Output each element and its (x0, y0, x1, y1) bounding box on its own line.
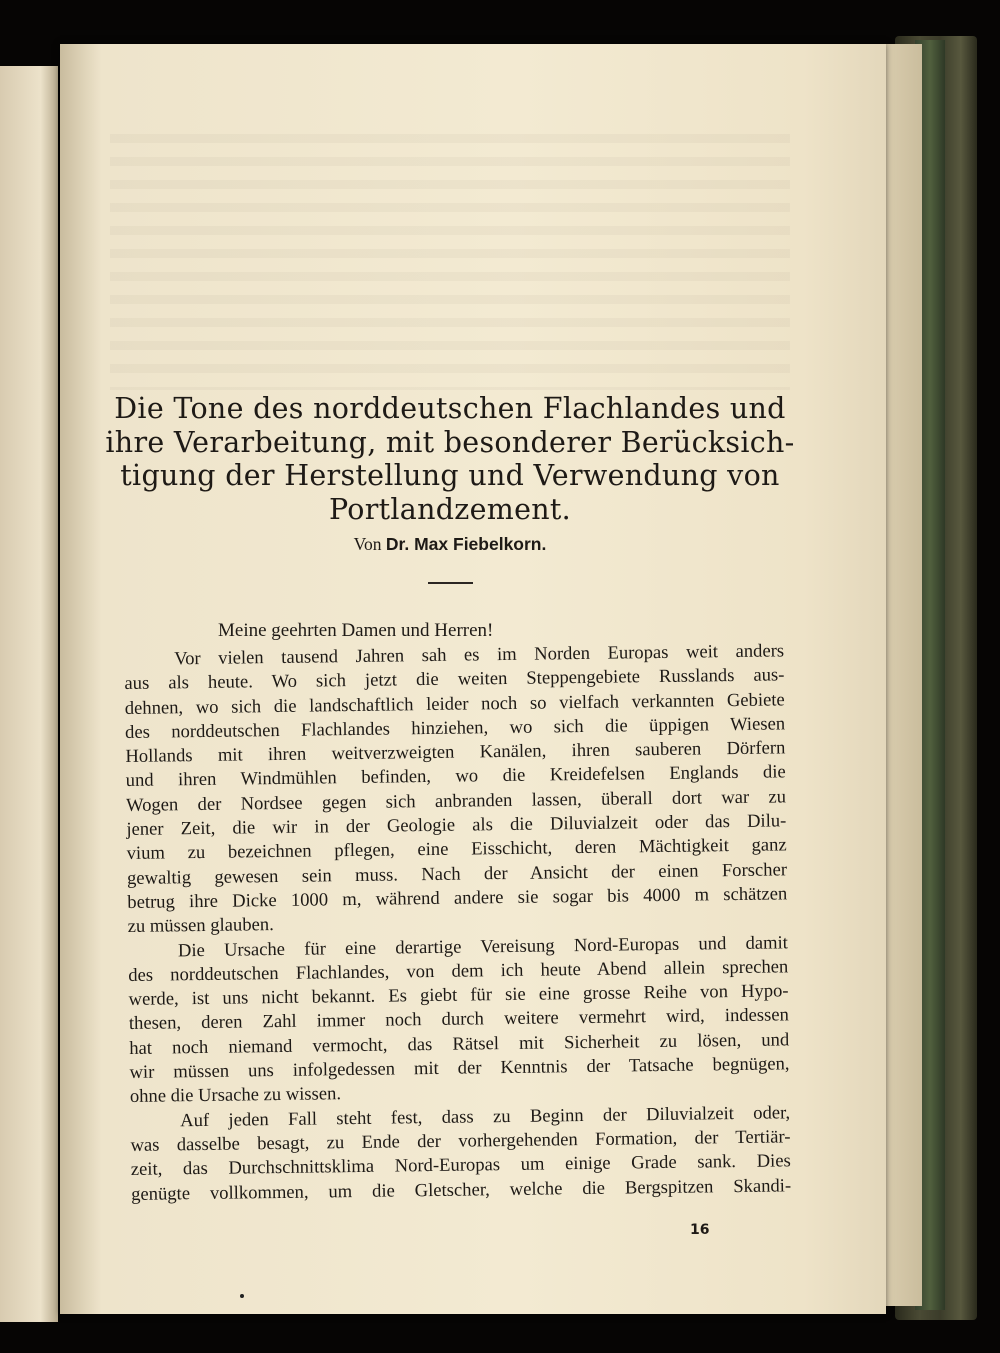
text-line: Auf jeden Fall steht fest, dass zu Beginn der Diluvialzeit oder, (180, 1101, 791, 1131)
page-number: 16 (690, 1222, 710, 1238)
text-line: des norddeutschen Flachlandes, von dem ich heute Abend allein sprechen (128, 956, 789, 986)
text-line: was dasselbe besagt, zu Ende der vorhergehenden Formation, der Tertiär- (130, 1126, 791, 1156)
title-line: ihre Verarbeitung, mit besonderer Berücksich- (105, 425, 795, 459)
separator-rule (428, 582, 473, 584)
text-line: zeit, das Durchschnittsklima Nord-Europas um einige Grade sank. Dies (130, 1150, 791, 1181)
text-line: vium zu bezeichnen pflegen, eine Eisschicht, deren Mächtigkeit ganz (126, 834, 787, 865)
text-line: Hollands mit ihren weitverzweigten Kanälen, ihren sauberen Dörfern (125, 737, 786, 768)
title-line: tigung der Herstellung und Verwendung von (120, 459, 780, 492)
body-text (124, 639, 791, 1206)
salutation: Meine geehrten Damen und Herren! (218, 620, 494, 641)
text-line: aus als heute. Wo sich jetzt die weiten Steppengebiete Russlands aus- (124, 664, 785, 695)
title-line: Portlandzement. (328, 492, 572, 526)
title-line: Die Tone des norddeutschen Flachlandes und (114, 392, 786, 425)
text-line: hat noch niemand vermocht, das Rätsel mit Sicherheit zu lösen, und (129, 1029, 790, 1059)
left-page-edge (0, 66, 58, 1322)
text-line: Vor vielen tausend Jahren sah es im Norden Europas weit anders (174, 640, 785, 670)
text-line: Die Ursache für eine derartige Vereisung Nord-Europas und damit (177, 931, 789, 961)
author-name: Dr. Max Fiebelkorn. (385, 534, 547, 554)
text-line: werde, ist uns nicht bekannt. Es giebt für sie eine grosse Reihe von Hypo- (128, 980, 789, 1011)
text-line: betrug ihre Dicke 1000 m, während andere sie sogar bis 4000 m schätzen (127, 883, 788, 913)
text-line: ohne die Ursache zu wissen. (129, 1083, 342, 1108)
text-line: zu müssen glauben. (127, 914, 274, 938)
text-line: dehnen, wo sich die landschaftlich leider noch so vielfach verkannten Gebiete (124, 688, 785, 719)
text-line: und ihren Windmühlen befinden, wo die Kreidefelsen Englands die (125, 761, 786, 792)
text-line: genügte vollkommen, um die Gletscher, welche die Bergspitzen Skandi- (131, 1174, 792, 1205)
author-line (100, 534, 800, 555)
text-line: des norddeutschen Flachlandes hinziehen, wo sich die üppigen Wiesen (124, 713, 786, 743)
show-through-text (110, 120, 790, 390)
text-line: gewaltig gewesen sein muss. Nach der Ansicht der einen Forscher (126, 859, 788, 889)
text-line: Wogen der Nordsee gegen sich anbranden lassen, überall dort war zu (125, 786, 787, 816)
article-title (100, 392, 800, 526)
dust-speck (240, 1294, 244, 1298)
text-line: thesen, deren Zahl immer noch durch weitere vermehrt wird, indessen (128, 1004, 790, 1035)
text-line: wir müssen uns infolgedessen mit der Kenntnis der Tatsache begnügen, (129, 1053, 790, 1084)
author-prefix: Von (353, 534, 382, 554)
text-line: jener Zeit, die wir in der Geologie als die Diluvialzeit oder das Dilu- (126, 810, 787, 841)
